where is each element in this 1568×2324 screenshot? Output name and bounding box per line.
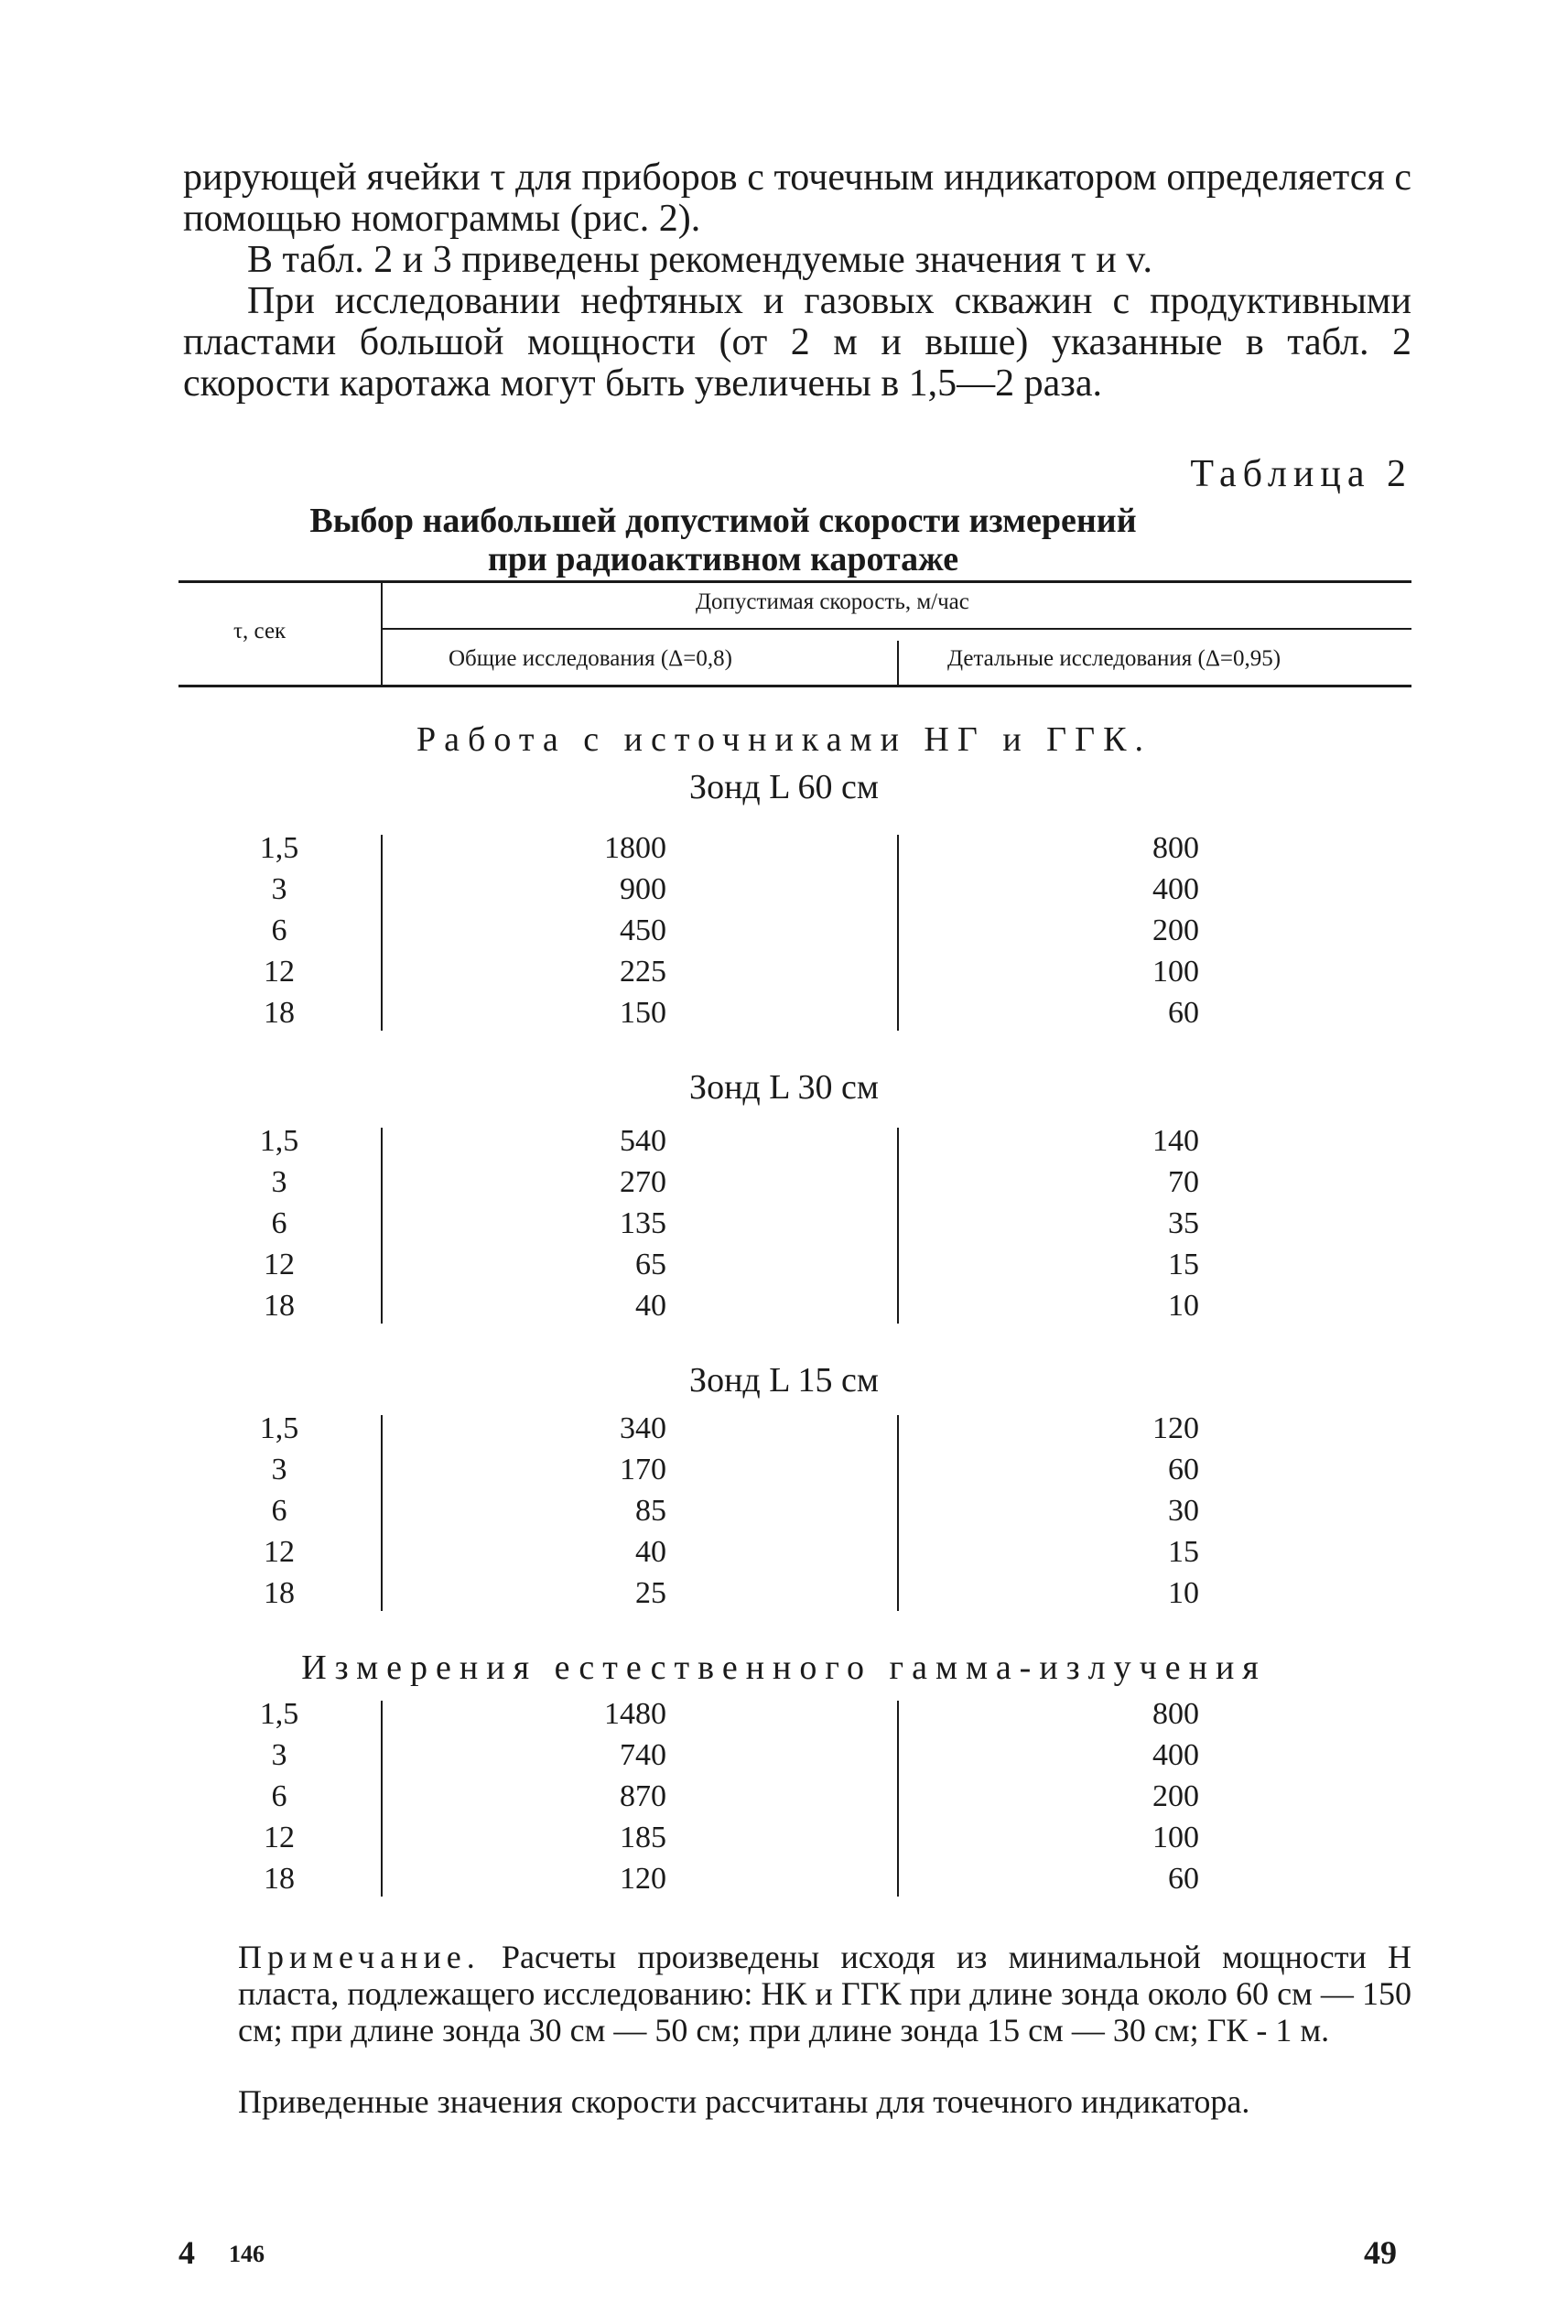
cell-tau: 12: [264, 1821, 295, 1854]
note-label: Примечание.: [238, 1939, 481, 1975]
column-divider: [381, 1128, 383, 1324]
cell-tau: 3: [271, 872, 287, 906]
section-subtitle: Зонд L 60 см: [689, 768, 879, 806]
table-note-2: Приведенные значения скорости рассчитаны для точечного индикатора.: [238, 2083, 1250, 2120]
cell-tau: 3: [271, 1165, 287, 1199]
column-divider: [897, 1128, 899, 1324]
cell-tau: 1,5: [259, 1697, 299, 1731]
header-divider-left: [381, 582, 383, 685]
cell-tau: 12: [264, 1248, 295, 1281]
cell-detailed: 400: [1152, 872, 1199, 906]
cell-general: 1800: [604, 831, 666, 865]
cell-detailed: 60: [1168, 1862, 1199, 1896]
cell-general: 150: [620, 996, 666, 1030]
cell-detailed: 15: [1168, 1535, 1199, 1569]
header-detailed: Детальные исследования (Δ=0,95): [947, 646, 1281, 671]
table-header-mid-rule: [383, 628, 1411, 630]
cell-detailed: 10: [1168, 1289, 1199, 1323]
header-divider-middle: [897, 641, 899, 685]
column-divider: [897, 1415, 899, 1611]
cell-detailed: 200: [1152, 913, 1199, 947]
cell-tau: 1,5: [259, 1411, 299, 1445]
cell-general: 25: [635, 1576, 666, 1610]
cell-general: 540: [620, 1124, 666, 1158]
cell-detailed: 800: [1152, 831, 1199, 865]
column-divider: [381, 835, 383, 1031]
cell-detailed: 800: [1152, 1697, 1199, 1731]
cell-tau: 6: [271, 1206, 287, 1240]
column-divider: [897, 835, 899, 1031]
cell-tau: 6: [271, 913, 287, 947]
cell-tau: 18: [264, 1576, 295, 1610]
cell-tau: 6: [271, 1779, 287, 1813]
cell-detailed: 35: [1168, 1206, 1199, 1240]
cell-tau: 3: [271, 1453, 287, 1486]
cell-general: 40: [635, 1535, 666, 1569]
cell-detailed: 30: [1168, 1494, 1199, 1528]
cell-general: 740: [620, 1738, 666, 1772]
cell-detailed: 100: [1152, 1821, 1199, 1854]
cell-general: 270: [620, 1165, 666, 1199]
section-title: Измерения естественного гамма-излучения: [301, 1648, 1267, 1687]
paragraph-3: При исследовании нефтяных и газовых скважин с продуктивными пластами большой мощности (от 2 м и выше) указанные в табл. 2 скорости каротажа могут быть увеличены в 1,5—2 раза.: [183, 280, 1411, 405]
paragraph-2: В табл. 2 и 3 приведены рекомендуемые значения τ и v.: [247, 239, 1153, 281]
cell-tau: 12: [264, 1535, 295, 1569]
cell-tau: 12: [264, 955, 295, 989]
page-number: 49: [1364, 2234, 1397, 2271]
cell-tau: 18: [264, 1289, 295, 1323]
cell-general: 225: [620, 955, 666, 989]
footer-sheet-number: 4: [178, 2234, 195, 2271]
cell-general: 870: [620, 1779, 666, 1813]
cell-detailed: 60: [1168, 1453, 1199, 1486]
cell-general: 65: [635, 1248, 666, 1281]
section-title: Работа с источниками НГ и ГГК.: [416, 720, 1152, 759]
cell-general: 85: [635, 1494, 666, 1528]
column-divider: [381, 1701, 383, 1897]
paragraph-1: рирующей ячейки τ для приборов с точечным индикатором определяется с помощью номограммы (рис. 2).: [183, 157, 1411, 240]
header-general: Общие исследования (Δ=0,8): [449, 646, 732, 671]
cell-general: 120: [620, 1862, 666, 1896]
cell-detailed: 10: [1168, 1576, 1199, 1610]
cell-general: 340: [620, 1411, 666, 1445]
cell-general: 170: [620, 1453, 666, 1486]
section-title: Зонд L 30 см: [689, 1068, 879, 1107]
cell-detailed: 15: [1168, 1248, 1199, 1281]
footer-signature: 146: [229, 2241, 265, 2267]
cell-tau: 18: [264, 996, 295, 1030]
column-divider: [381, 1415, 383, 1611]
cell-general: 185: [620, 1821, 666, 1854]
cell-detailed: 140: [1152, 1124, 1199, 1158]
section-title: Зонд L 15 см: [689, 1361, 879, 1400]
table-header-bottom-rule: [178, 685, 1411, 687]
cell-tau: 1,5: [259, 1124, 299, 1158]
cell-detailed: 70: [1168, 1165, 1199, 1199]
header-tau: τ, сек: [233, 619, 287, 643]
cell-tau: 18: [264, 1862, 295, 1896]
note-text: Расчеты произведены исходя из минимальной мощности H пласта, подлежащего исследованию: НК и ГГК при длине зонда около 60 см — 150 см; при длине зонда 30 см — 50 см; при длине зонда 15 см — 30 см; ГК - 1 м.: [238, 1939, 1411, 2048]
cell-detailed: 400: [1152, 1738, 1199, 1772]
table-label: Таблица 2: [1190, 453, 1412, 495]
cell-tau: 3: [271, 1738, 287, 1772]
table-title-line-1: Выбор наибольшей допустимой скорости измерений: [309, 502, 1137, 540]
cell-general: 450: [620, 913, 666, 947]
header-speed: Допустимая скорость, м/час: [696, 589, 969, 614]
table-title-line-2: при радиоактивном каротаже: [487, 540, 959, 578]
cell-detailed: 200: [1152, 1779, 1199, 1813]
cell-general: 1480: [604, 1697, 666, 1731]
cell-general: 40: [635, 1289, 666, 1323]
cell-detailed: 120: [1152, 1411, 1199, 1445]
cell-tau: 1,5: [259, 831, 299, 865]
cell-detailed: 100: [1152, 955, 1199, 989]
cell-detailed: 60: [1168, 996, 1199, 1030]
cell-tau: 6: [271, 1494, 287, 1528]
cell-general: 135: [620, 1206, 666, 1240]
table-note: [238, 1939, 1411, 2048]
cell-general: 900: [620, 872, 666, 906]
table-title: [183, 502, 1263, 578]
column-divider: [897, 1701, 899, 1897]
table-top-rule: [178, 580, 1411, 583]
